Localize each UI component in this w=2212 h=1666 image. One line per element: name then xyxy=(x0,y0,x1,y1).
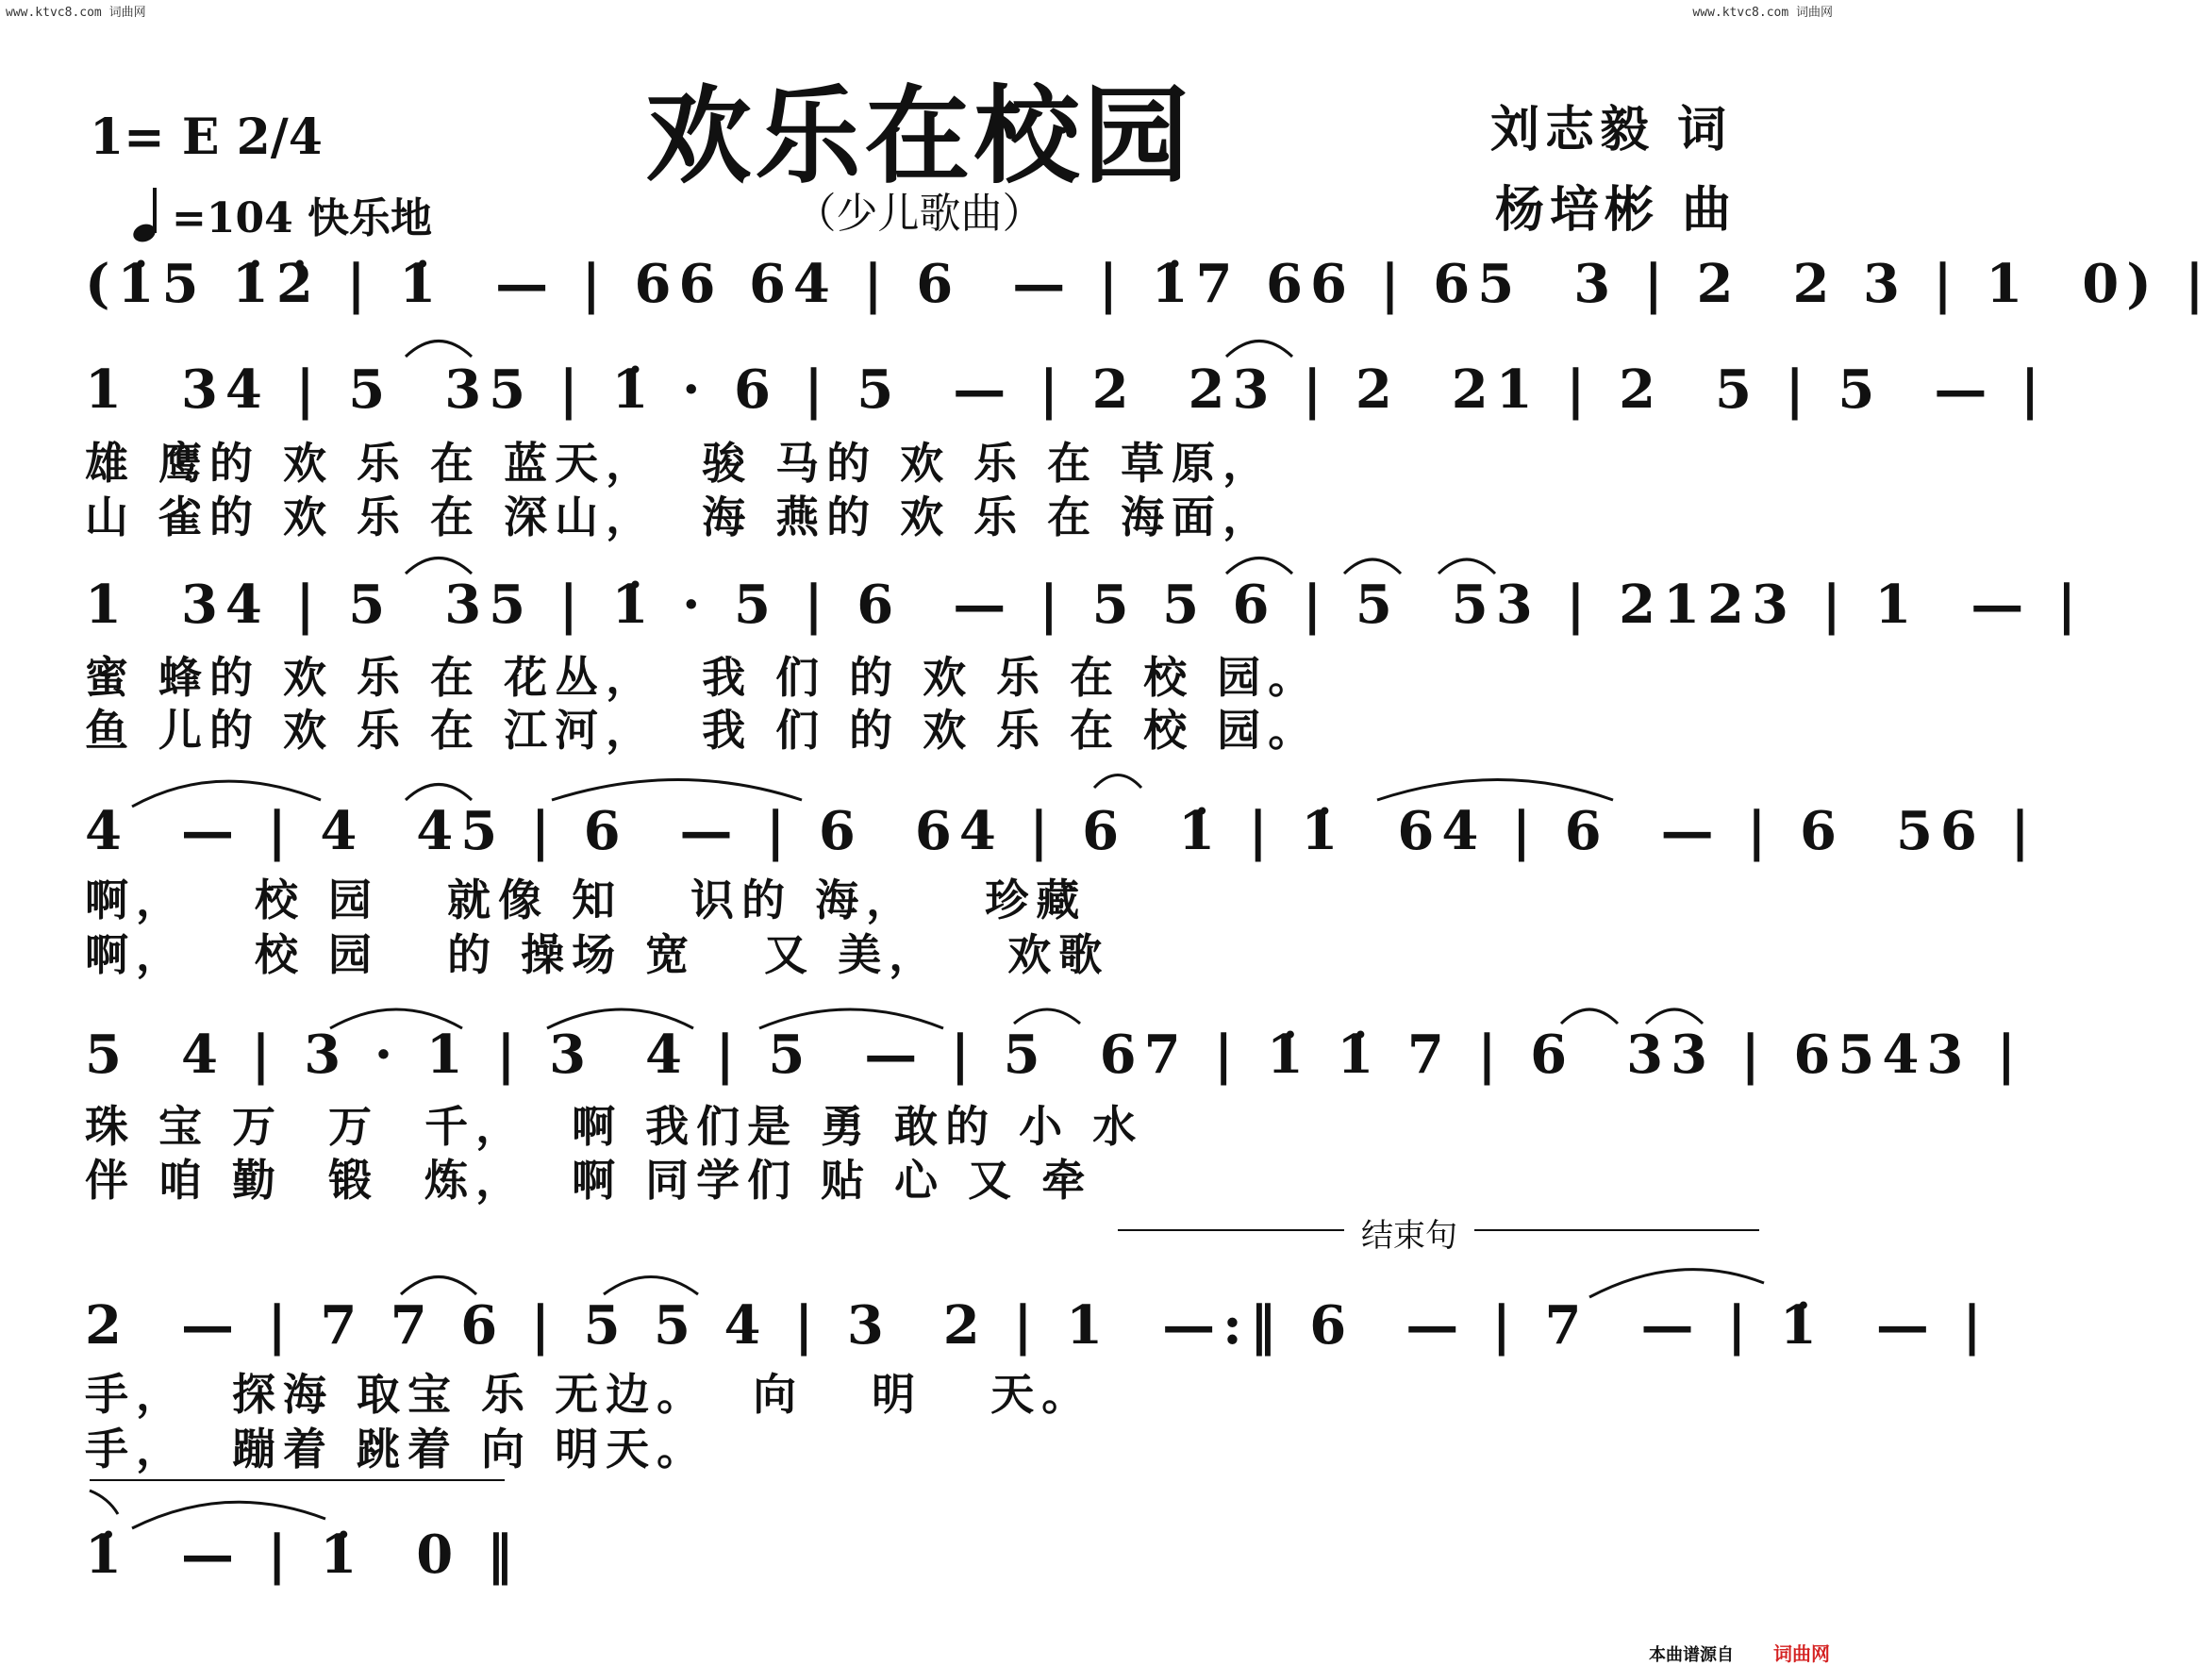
score-line-1-lyric-1: 雄 鹰的 欢 乐 在 蓝天， 骏 马的 欢 乐 在 草原， xyxy=(85,438,1274,489)
slur-arc xyxy=(1014,1009,1080,1024)
score-line-2-notes: 1 34 | 5 35 | 1̇ · 5 | 6 — | 5 5 6 | 5 53 | 2123 | 1 — | xyxy=(85,574,2085,636)
watermark-left: www.ktvc8.com 词曲网 xyxy=(6,6,146,20)
score-line-4-lyric-2: 伴 咱 勤 锻 炼， 啊 同学们 贴 心 又 牵 xyxy=(85,1155,1093,1206)
slur-arc xyxy=(604,1277,698,1295)
slur-arc xyxy=(1226,342,1292,358)
watermark-right: www.ktvc8.com 词曲网 xyxy=(1692,6,1833,20)
score-intro-notes: (1̇5 1̇2̇ | 1̇ — | 66 64 | 6 — | 1̇7 66 | 65 3 | 2 2 3 | 1 0) | xyxy=(85,253,2212,315)
slur-arc xyxy=(1226,558,1292,575)
score-line-1-notes: 1 34 | 5 35 | 1̇ · 6 | 5 — | 2 23 | 2 21 | 2 5 | 5 — | xyxy=(85,358,2048,421)
score-line-2-lyric-2: 鱼 儿的 欢 乐 在 江河， 我 们 的 欢 乐 在 校 园。 xyxy=(85,705,1320,756)
slur-arc xyxy=(330,1009,462,1028)
slur-arc xyxy=(132,1502,325,1528)
slur-arc xyxy=(1589,1270,1764,1297)
slur-arc xyxy=(1439,559,1495,574)
score-line-3-lyric-1: 啊， 校 园 就像 知 识的 海， 珍藏 xyxy=(85,875,1088,925)
slur-arc xyxy=(406,342,472,358)
score-line-3-notes: 4 — | 4 45 | 6 — | 6 64 | 6 1̇ | 1̇ 64 | 6 — | 6 56 | xyxy=(85,800,2037,862)
slur-arc xyxy=(406,785,472,801)
song-subtitle: （少儿歌曲） xyxy=(794,190,1044,238)
slur-arc xyxy=(1377,780,1613,801)
slur-arc xyxy=(401,1277,476,1295)
slur-arc xyxy=(406,558,472,575)
score-line-4-lyric-1: 珠 宝 万 万 千， 啊 我们是 勇 敢的 小 水 xyxy=(85,1101,1144,1152)
footer-logo[interactable]: 词曲网 xyxy=(1773,1642,1830,1665)
song-title: 欢乐在校园 xyxy=(645,75,1193,198)
score-line-1-lyric-2: 山 雀的 欢 乐 在 深山， 海 燕的 欢 乐 在 海面， xyxy=(85,491,1274,542)
slur-arc xyxy=(759,1009,943,1028)
tempo-text: =104 快乐地 xyxy=(172,194,433,242)
lyricist-credit: 刘志毅 词 xyxy=(1490,101,1733,158)
score-line-5-lyric-2: 手， 蹦着 跳着 向 明天。 xyxy=(85,1424,708,1474)
slur-arc xyxy=(1094,775,1141,789)
slur-arc xyxy=(132,781,321,807)
score-line-5-notes: 2 — | 7 7 6 | 5 5 4 | 3 2 | 1 —:‖ 6 — | 7 — | 1̇ — | xyxy=(85,1294,1989,1357)
slur-arc xyxy=(547,1009,693,1028)
key-signature: 1= E 2/4 xyxy=(90,108,323,166)
ending-label: 结束句 xyxy=(1344,1209,1474,1256)
slur-arc xyxy=(1344,559,1401,574)
slur-arc xyxy=(90,1491,118,1514)
composer-credit: 杨培彬 曲 xyxy=(1495,181,1738,239)
score-line-3-lyric-2: 啊， 校 园 的 操场 宽 又 美， 欢歌 xyxy=(85,929,1110,980)
footer-source: 本曲谱源自 xyxy=(1649,1645,1734,1665)
slur-arc xyxy=(1561,1009,1618,1024)
score-line-4-notes: 5 4 | 3 · 1 | 3 4 | 5 — | 5 67 | 1̇ 1̇ 7 | 6 33 | 6543 | xyxy=(85,1024,2024,1086)
score-line-5-lyric-1: 手， 探海 取宝 乐 无边。 向 明 天。 xyxy=(85,1369,1093,1420)
score-line-6-notes: 1̇ — | 1̇ 0 ‖ xyxy=(85,1524,521,1586)
score-line-2-lyric-1: 蜜 蜂的 欢 乐 在 花丛， 我 们 的 欢 乐 在 校 园。 xyxy=(85,652,1320,703)
slur-arc xyxy=(1646,1009,1703,1024)
slur-arc xyxy=(552,780,802,801)
